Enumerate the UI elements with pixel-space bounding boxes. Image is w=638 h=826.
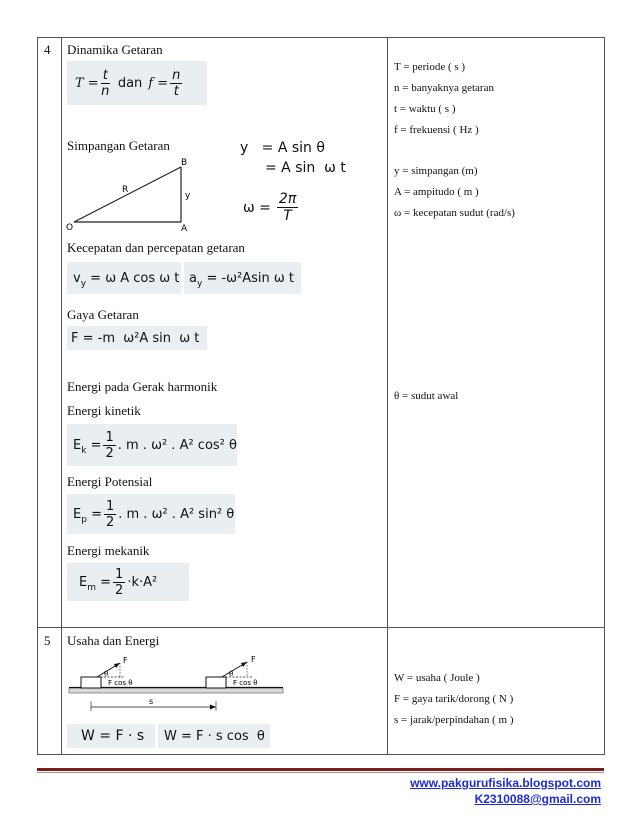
row-number: 4	[44, 42, 51, 57]
note-line: y = simpangan (m)	[394, 165, 478, 177]
note-line: T = periode ( s )	[394, 61, 466, 73]
simpangan-formula-2: = A sin ω t	[265, 160, 346, 176]
angle-label: θ	[104, 670, 109, 678]
kinetic-energy-formula: $E_k$ = $\frac{1}{2}$ . m . ω² . A² cos² θ	[67, 424, 237, 466]
fcos-label: F cos θ	[108, 679, 133, 687]
footer-rule	[37, 768, 604, 771]
displacement-label: s	[149, 697, 154, 706]
note-line: F = gaya tarik/dorong ( N )	[394, 693, 514, 705]
label-o: O	[66, 223, 74, 232]
column-divider-1	[61, 37, 62, 755]
column-divider-2	[387, 37, 388, 755]
label-b: B	[181, 158, 188, 168]
table-border-right	[604, 37, 605, 755]
acceleration-formula: $a_y$ = -ω²Asin ω t	[184, 262, 301, 294]
subsection-title: Gaya Getaran	[67, 307, 139, 322]
omega-formula: ω = $\frac{2\pi}{T}$	[243, 191, 297, 224]
footer-blog-link[interactable]: www.pakgurufisika.blogspot.com	[410, 776, 601, 790]
angle-label: θ	[229, 670, 234, 678]
subsection-title: Energi Potensial	[67, 474, 153, 489]
table-border-top	[37, 37, 605, 38]
note-line: ω = kecepatan sudut (rad/s)	[394, 207, 515, 219]
work-formula-basic: W = F · s	[67, 724, 155, 748]
fcos-label: F cos θ	[233, 679, 258, 687]
subsection-title: Energi kinetik	[67, 403, 141, 418]
label-r: R	[122, 185, 129, 195]
potential-energy-formula: $E_p$ = $\frac{1}{2}$ . m . ω² . A² sin² θ	[67, 494, 235, 534]
section-title: Dinamika Getaran	[67, 42, 163, 57]
section-title: Usaha dan Energi	[67, 633, 160, 648]
footer-email-link[interactable]: K2310088@gmail.com	[474, 792, 601, 806]
mechanical-energy-formula: $E_m$ = $\frac{1}{2}$ ·k·A²	[67, 563, 189, 601]
note-line: s = jarak/perpindahan ( m )	[394, 714, 514, 726]
note-line: f = frekuensi ( Hz )	[394, 124, 479, 136]
subsection-title: Energi pada Gerak harmonik	[67, 379, 218, 394]
period-frequency-formula: T = $\frac{t}{n}$ dan f = $\frac{n}{t}$	[67, 61, 207, 105]
table-border-left	[37, 37, 38, 755]
footer-rule-thin	[37, 772, 604, 773]
note-line: A = ampitudo ( m )	[394, 186, 479, 198]
subsection-title: Energi mekanik	[67, 543, 150, 558]
work-formula-angle: W = F · s cos θ	[158, 724, 270, 748]
row-divider	[37, 627, 605, 628]
row-number: 5	[44, 633, 51, 648]
force-label: F	[123, 656, 128, 665]
subsection-title: Kecepatan dan percepatan getaran	[67, 240, 245, 255]
note-line: n = banyaknya getaran	[394, 82, 494, 94]
force-label: F	[251, 655, 256, 664]
work-diagram	[67, 653, 287, 717]
simpangan-formula-1: y = A sin θ	[240, 140, 325, 156]
note-line: θ = sudut awal	[394, 390, 459, 402]
label-a: A	[181, 224, 188, 232]
footer	[410, 775, 601, 807]
note-line: t = waktu ( s )	[394, 103, 456, 115]
note-line: W = usaha ( Joule )	[394, 672, 480, 684]
table-border-bottom	[37, 754, 605, 755]
velocity-formula: $v_y$ = ω A cos ω t	[67, 262, 181, 294]
subsection-title: Simpangan Getaran	[67, 138, 170, 153]
label-y: y	[185, 191, 191, 201]
triangle-diagram	[64, 158, 204, 232]
force-formula: F = -m ω²A sin ω t	[67, 326, 207, 350]
